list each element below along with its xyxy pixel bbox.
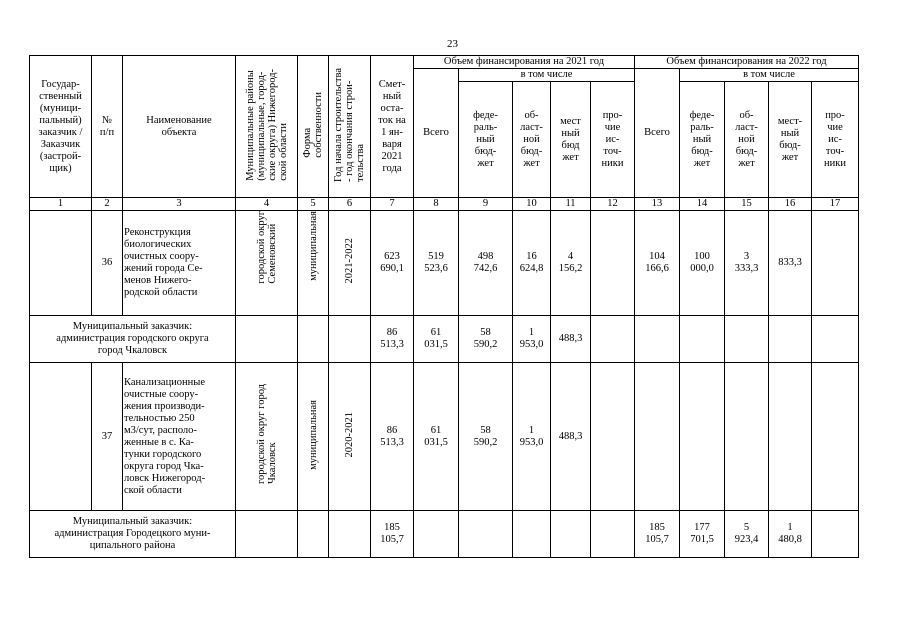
ownership: муниципальная [298, 363, 329, 511]
header-row-1 [30, 56, 859, 69]
local-2021 [551, 511, 591, 558]
years [329, 511, 371, 558]
column-number: 4 [236, 198, 298, 211]
years: 2020-2021 [329, 363, 371, 511]
local-2022: 1 480,8 [769, 511, 812, 558]
local-2021: 4 156,2 [551, 211, 591, 316]
column-number: 12 [591, 198, 635, 211]
ownership [298, 511, 329, 558]
local-2022 [769, 363, 812, 511]
header-total-2022: Всего [635, 69, 680, 198]
column-number: 5 [298, 198, 329, 211]
local-2022 [769, 316, 812, 363]
object-name: Реконструкция биологических очистных соору- жений города Се- менов Нижего- родской области [123, 211, 236, 316]
district: городской округ город Чкаловск [236, 363, 298, 511]
column-number: 1 [30, 198, 92, 211]
other-2022 [812, 363, 859, 511]
ownership [298, 316, 329, 363]
header-including-2021: в том числе [459, 69, 635, 82]
header-other-2022: про- чие ис- точ- ники [812, 82, 859, 198]
regional-2021: 1 953,0 [513, 316, 551, 363]
header-local-2022: мест- ный бюд- жет [769, 82, 812, 198]
years: 2021-2022 [329, 211, 371, 316]
total-2022: 104 166,6 [635, 211, 680, 316]
district [236, 316, 298, 363]
estimated-balance: 86 513,3 [371, 316, 414, 363]
header-customer: Государ- ственный (муници- пальный) заказчик / Заказчик (застрой- щик) [30, 56, 92, 198]
total-2021: 61 031,5 [414, 316, 459, 363]
federal-2021 [459, 511, 513, 558]
customer-row [30, 511, 859, 558]
regional-2021: 16 624,8 [513, 211, 551, 316]
header-districts: Муниципальные районы (муниципальные, город- ские округа) Нижегород- ской области [236, 56, 298, 198]
header-ownership: Форма собственности [298, 56, 329, 198]
total-2021: 519 523,6 [414, 211, 459, 316]
years [329, 316, 371, 363]
other-2021 [591, 316, 635, 363]
header-local-2021: мест ный бюд жет [551, 82, 591, 198]
regional-2022: 3 333,3 [725, 211, 769, 316]
federal-2021: 58 590,2 [459, 316, 513, 363]
federal-2022: 177 701,5 [680, 511, 725, 558]
column-number: 15 [725, 198, 769, 211]
object-name: Канализационные очистные соору- жения производи- тельностью 250 м3/сут, располо- женные в с. Ка- тунки городского округа город Чка- ловск Нижегород- ской области [123, 363, 236, 511]
other-2022 [812, 211, 859, 316]
column-numbers-row [30, 198, 859, 211]
ownership: муниципальная [298, 211, 329, 316]
district [236, 511, 298, 558]
row-number: 37 [92, 363, 123, 511]
header-including-2022: в том числе [680, 69, 859, 82]
column-number: 17 [812, 198, 859, 211]
local-2022: 833,3 [769, 211, 812, 316]
federal-2022: 100 000,0 [680, 211, 725, 316]
total-2021 [414, 511, 459, 558]
federal-2021: 58 590,2 [459, 363, 513, 511]
local-2021: 488,3 [551, 363, 591, 511]
page-number: 23 [447, 38, 458, 50]
total-2021: 61 031,5 [414, 363, 459, 511]
district: городской округ Семеновский [236, 211, 298, 316]
column-number: 9 [459, 198, 513, 211]
customer-row [30, 316, 859, 363]
column-number: 2 [92, 198, 123, 211]
header-fin-2021: Объем финансирования на 2021 год [414, 56, 635, 69]
column-number: 11 [551, 198, 591, 211]
total-2022 [635, 363, 680, 511]
regional-2021: 1 953,0 [513, 363, 551, 511]
header-object-name: Наименование объекта [123, 56, 236, 198]
column-number: 14 [680, 198, 725, 211]
column-number: 16 [769, 198, 812, 211]
header-fin-2022: Объем финансирования на 2022 год [635, 56, 859, 69]
customer-cell [30, 211, 92, 316]
header-regional-2021: об- ласт- ной бюд- жет [513, 82, 551, 198]
header-other-2021: про- чие ис- точ- ники [591, 82, 635, 198]
other-2021 [591, 363, 635, 511]
regional-2022 [725, 363, 769, 511]
federal-2022 [680, 363, 725, 511]
header-estimated: Смет- ный оста- ток на 1 ян- варя 2021 года [371, 56, 414, 198]
column-number: 8 [414, 198, 459, 211]
customer-name: Муниципальный заказчик: администрация Городецкого муни- ципального района [30, 511, 236, 558]
other-2022 [812, 511, 859, 558]
header-num: № п/п [92, 56, 123, 198]
federal-2021: 498 742,6 [459, 211, 513, 316]
header-regional-2022: об- ласт- ной бюд- жет [725, 82, 769, 198]
other-2022 [812, 316, 859, 363]
column-number: 6 [329, 198, 371, 211]
estimated-balance: 185 105,7 [371, 511, 414, 558]
total-2022: 185 105,7 [635, 511, 680, 558]
regional-2022: 5 923,4 [725, 511, 769, 558]
header-federal-2021: федe- раль- ный бюд- жет [459, 82, 513, 198]
column-number: 10 [513, 198, 551, 211]
financing-table [29, 55, 859, 558]
regional-2022 [725, 316, 769, 363]
row-number: 36 [92, 211, 123, 316]
local-2021: 488,3 [551, 316, 591, 363]
other-2021 [591, 211, 635, 316]
header-years: Год начала строительства - год окончания строи- тельства [329, 56, 371, 198]
other-2021 [591, 511, 635, 558]
column-number: 7 [371, 198, 414, 211]
estimated-balance: 623 690,1 [371, 211, 414, 316]
total-2022 [635, 316, 680, 363]
table-row [30, 363, 859, 511]
column-number: 3 [123, 198, 236, 211]
header-federal-2022: федe- раль- ный бюд- жет [680, 82, 725, 198]
column-number: 13 [635, 198, 680, 211]
regional-2021 [513, 511, 551, 558]
federal-2022 [680, 316, 725, 363]
customer-name: Муниципальный заказчик: администрация городского округа город Чкаловск [30, 316, 236, 363]
customer-cell [30, 363, 92, 511]
estimated-balance: 86 513,3 [371, 363, 414, 511]
table-row [30, 211, 859, 316]
header-total-2021: Всего [414, 69, 459, 198]
